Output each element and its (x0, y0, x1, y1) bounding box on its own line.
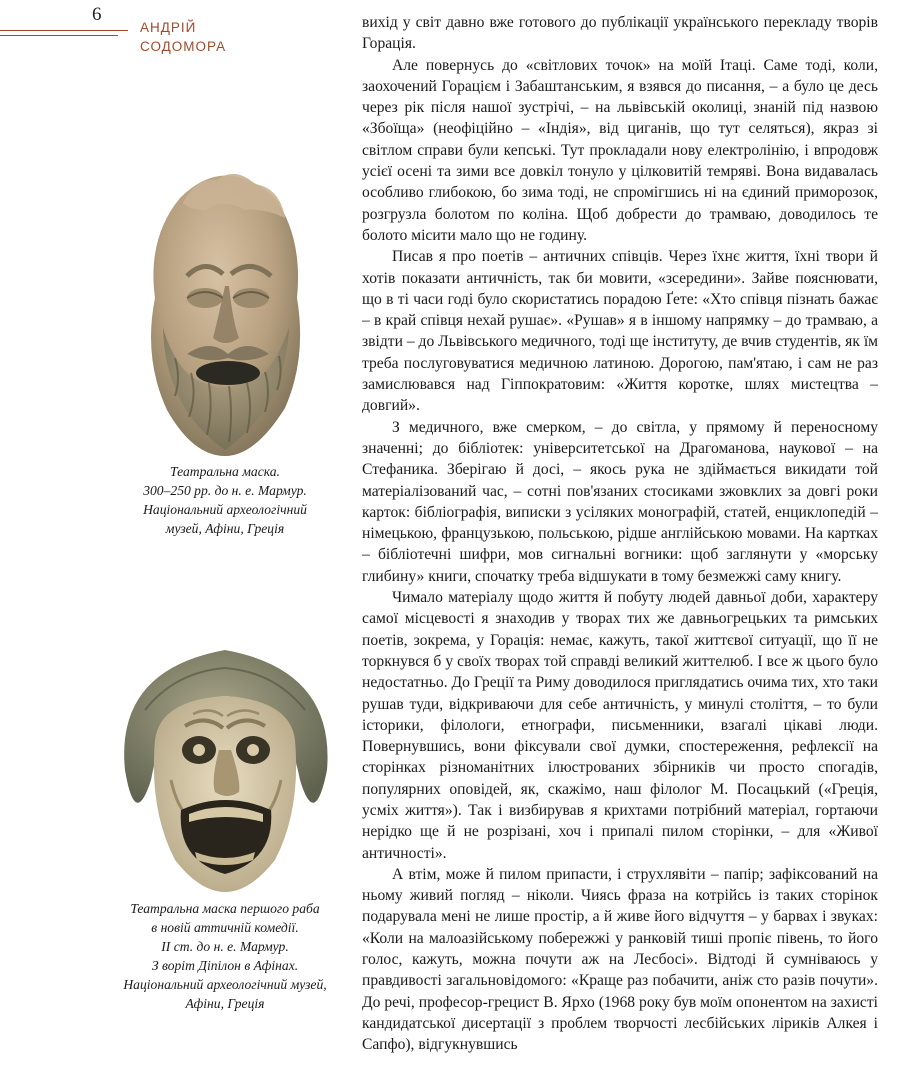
paragraph: Чимало матеріалу щодо життя й побуту людей давньої доби, характеру самої місцевості я знаходив у творах тих же давньогрецьких та римських поетів, зокрема, у Горація: немає, кажуть, такої життєвої ситуації, що її не торкнувся б у своїх творах той справді великий життелюб. І все ж цього було недостатньо. До Греції та Риму доводилося приглядатись очима тих, хто таки рушав туди, відкриваючи для себе античність, у минулі століття, – то були історики, філологи, етнографи, письменники, взагалі цікаві люди. Повернувшись, вони фіксували свої думки, спостереження, рефлексії на сторінках різноманітних ілюстрованих збірників чи просто спогадів, популярних оповідей, як, скажімо, наш філолог М. Посацький («Греція, усміх життя»). Так і визбирував я крихтами потрібний матеріал, гортаючи нерідко ще й не розрізані, хоч і припалі пилом сторінки, – для «Живої античності». (362, 589, 878, 862)
page-number: 6 (92, 4, 102, 25)
paragraph: А втім, може й пилом припасти, і струхлявіти – папір; зафіксований на ньому живий погляд – ніколи. Чиясь фраза на котрійсь із таких сторінок подарувала мені не лише простір, а й живе його відчуття – у барвах і звуках: «Коли на малоазійському побережжі у ранковій тиші пропіє півень, то його голос, кажуть, можна почути аж на Лесбосі». Відтоді й сумніваюсь у правдивості загальновідомого: «Краще раз побачити, аніж сто разів почути». До речі, професор-грецист В. Ярхо (1968 року був моїм опонентом на захисті кандидатської дисертації з проблем творчості лесбійських ліриків Алкея і Сапфо), відгукнувшись (362, 865, 878, 1054)
paragraph: вихід у світ давно вже готового до публікації українського перекладу творів Горація. (362, 14, 878, 53)
caption-line: Національний археологічний (143, 502, 307, 517)
caption-line: Афіни, Греція (185, 996, 265, 1011)
caption-line: Театральна маска. (170, 464, 280, 479)
caption-line: Театральна маска першого раба (130, 901, 320, 916)
author-first-name: АНДРІЙ (140, 20, 197, 35)
header-rule (0, 30, 128, 31)
caption-line: в новій аттичній комедії. (151, 920, 299, 935)
caption-line: Національний археологічний музей, (123, 977, 327, 992)
caption-line: 300–250 рр. до н. е. Мармур. (143, 483, 307, 498)
body-text (362, 12, 878, 1056)
figure-2-caption (80, 899, 370, 1013)
caption-line: З воріт Діпілон в Афінах. (151, 958, 299, 973)
mask-image-1 (125, 158, 325, 458)
paragraph: Але повернусь до «світлових точок» на моїй Ітаці. Саме тоді, коли, заохочений Горацієм і Забаштанським, я взявся до писання, – а було це десь через рік після нашої зустрічі, – на львівській околиці, знаній під назвою «Збоїща» (неофіційно – «Індія», від циганів, що тут селяться), якраз зі світлом справи були кепські. Тут прокладали нову електролінію, і впродовж усієї осені та зими все довкіл тонуло у цілковитій темряві. Вона видавалась особливо глибокою, бо зима тоді, не спромігшись ні на єдиний приморозок, розгрузла болотом по коліна. Щоб добрести до трамваю, доводилось те болото місити мало що не годину. (362, 56, 878, 244)
caption-line: II ст. до н. е. Мармур. (161, 939, 289, 954)
paragraph: Писав я про поетів – античних співців. Через їхнє життя, їхні твори й хотів показати античність, так би мовити, «зсередини». Зайве пояснювати, що в ті часи годі було скористатись порадою Ґете: «Хто співця пізнать бажає – в край співця нехай рушає». «Рушав» я в іншому напрямку – до трамваю, а звідти – до Львівського медичного, тоді ще інституту, де вчив студентів, як їм треба послуговуватися медичною латиною. Дорогою, пам'ятаю, і сам не раз замислювався над Гіппократовим: «Життя коротке, шлях мистецтва – довгий». (362, 248, 879, 415)
paragraph: З медичного, вже смерком, – до світла, у прямому й переносному значенні; до бібліотек: університетської на Драгоманова, наукової – на Стефаника. Зберігаю й досі, – якось рука не здіймається викидати той матеріалізований час, – сотні пов'язаних стосиками зжовклих за довгі роки карток: бібліографія, виписки з усіляких монографій, статей, енциклопедій – німецькою, французькою, польською, рідше англійською мовами. На картках – бібліотечні шифри, мов сигнальні вогники: щоб заглянути у «морську глибину» книги, спочатку треба відшукати в тому безмежжі саму книгу. (362, 418, 878, 585)
running-header-author (140, 18, 226, 56)
figure-mask-1 (80, 158, 370, 538)
mask-image-2 (115, 630, 335, 895)
author-last-name: СОДОМОРА (140, 39, 227, 54)
figure-mask-2 (80, 630, 370, 1013)
figure-1-caption (80, 462, 370, 538)
caption-line: музей, Афіни, Греція (165, 521, 285, 536)
